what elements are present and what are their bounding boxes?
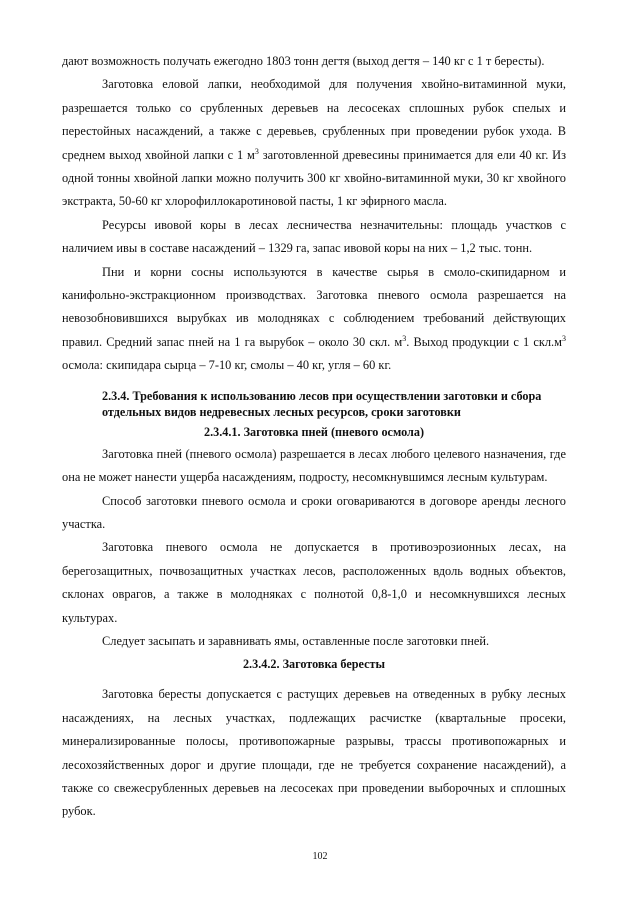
- paragraph-text: . Выход продукции с 1 скл.м: [406, 334, 562, 349]
- section-heading: 2.3.4. Требования к использованию лесов при осуществлении заготовки и сбора отдельных видов недревесных лесных ресурсов, сроки заготовки: [102, 388, 542, 419]
- superscript: 3: [562, 333, 566, 343]
- paragraph-text: Заготовка еловой лапки, необходимой для получения хвойно-витаминной муки, разрешается только со срубленных деревьев на лесосеках сплошных рубок спелых и перестойных насаждений, а также с деревьев, срубленных при проведении рубок ухода. В среднем выход хвойной лапки с 1 м: [62, 77, 566, 162]
- paragraph-text: осмола: скипидара сырца – 7-10 кг, смолы – 40 кг, угля – 60 кг.: [62, 358, 392, 373]
- paragraph-birch-bark-harvest: Заготовка бересты допускается с растущих деревьев на отведенных в рубку лесных насаждениях, на лесных участках, подлежащих расчистке (квартальные просеки, минерализированные полосы, противопожарные разрывы, трассы противопожарных и лесохозяйственных дорог и другие площади, где не требуется сохранение насаждений), а также со свежесрубленных деревьев на лесосеках при проведении выборочных и сплошных рубок.: [62, 687, 566, 819]
- paragraph-text: Пни и корни сосны используются в качестве сырья в смоло-скипидарном и канифольно-экстракционном производствах. Заготовка пневого осмола разрешается на невозобновившихся вырубках ив молодняках с соблюдением требований действующих правил. Средний запас пней на 1 га вырубок – около 30 скл. м: [62, 264, 566, 349]
- paragraph-stump-harvest-allowed: Заготовка пней (пневого осмола) разрешается в лесах любого целевого назначения, где она не может нанести ущерба насаждениям, подросту, несомкнувшимся лесным культурам.: [62, 446, 566, 485]
- paragraph-text: заготовленной древесины принимается для ели 40 кг. Из одной тонны хвойной лапки можно получить 300 кг хвойно-витаминной муки, 30 кг хвойного экстракта, 50-60 кг хлорофиллокаротиновой пасты, 1 кг эфирного масла.: [62, 147, 567, 209]
- paragraph-stump-harvest-restrictions: Заготовка пневого осмола не допускается в противоэрозионных лесах, на берегозащитных, почвозащитных участках лесов, расположенных вдоль водных объектов, склонах оврагов, а также в молодняках с полнотой 0,8-1,0 и несомкнувшихся лесных культурах.: [62, 540, 566, 625]
- page-content: [62, 50, 566, 824]
- subsection-heading-stumps: 2.3.4.1. Заготовка пней (пневого осмола): [203, 424, 425, 439]
- page-number: 102: [312, 851, 328, 862]
- paragraph-stump-pits: Следует засыпать и заравнивать ямы, оставленные после заготовки пней.: [102, 633, 490, 648]
- subsection-heading-birch-bark: 2.3.4.2. Заготовка бересты: [242, 657, 386, 672]
- paragraph-spruce-branches: [62, 73, 566, 213]
- superscript: 3: [402, 333, 407, 343]
- paragraph-stump-harvest-method: Способ заготовки пневого осмола и сроки оговариваются в договоре аренды лесного участка.: [62, 493, 566, 531]
- paragraph-tar-output: дают возможность получать ежегодно 1803 тонн дегтя (выход дегтя – 140 кг с 1 т бересты).: [62, 54, 545, 68]
- paragraph-willow-bark: Ресурсы ивовой коры в лесах лесничества незначительны: площадь участков с наличием ивы в составе насаждений – 1329 га, запас ивовой коры на них – 1,2 тыс. тонн.: [62, 217, 566, 256]
- superscript: 3: [254, 146, 259, 156]
- paragraph-pine-stumps: [62, 261, 566, 378]
